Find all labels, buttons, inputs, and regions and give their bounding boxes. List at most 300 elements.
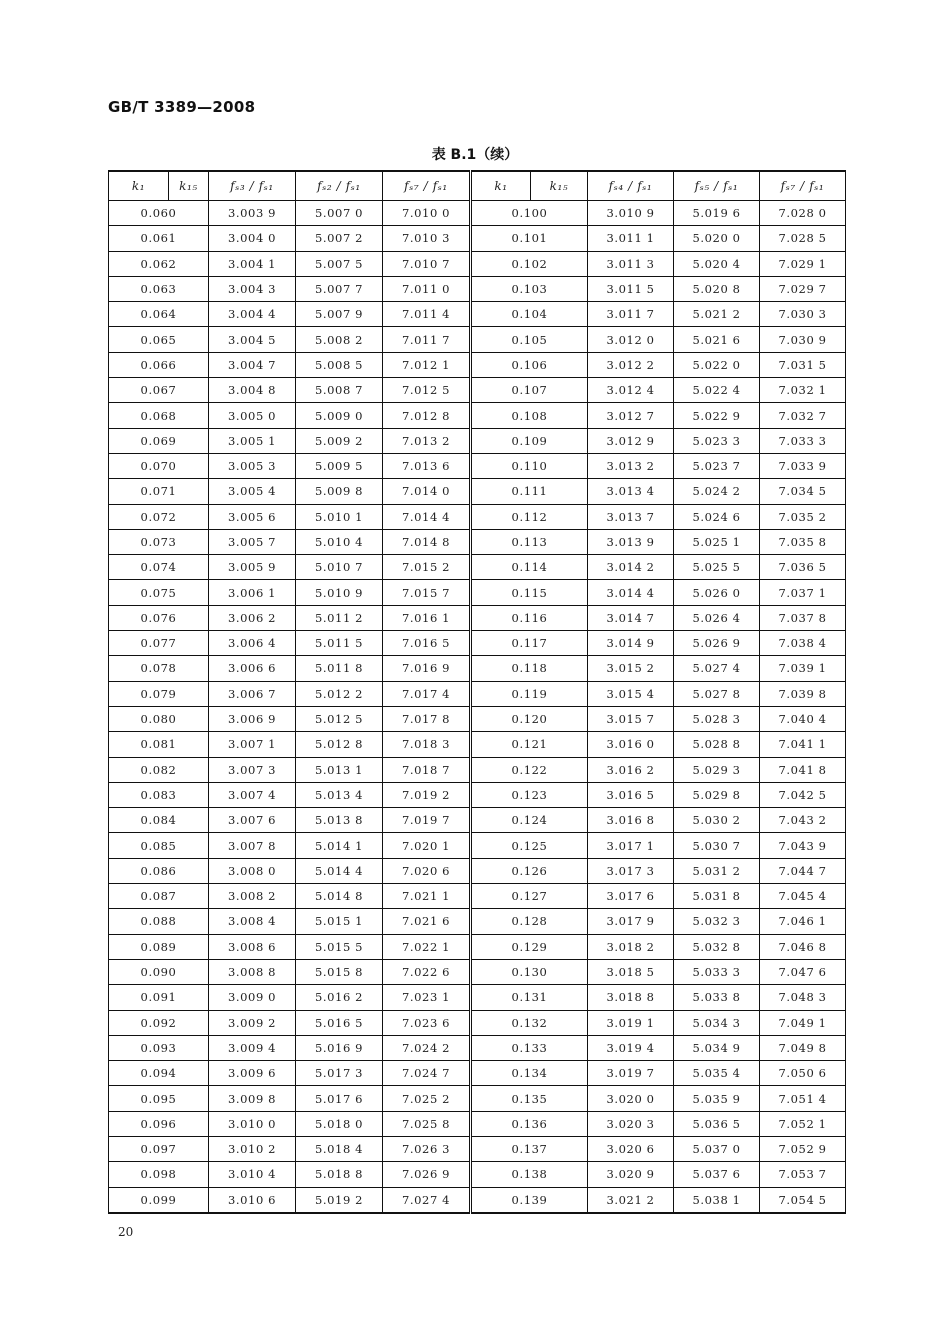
cell-fs7-fs1-left: 7.026 9	[383, 1162, 471, 1187]
cell-k-right: 0.129	[471, 934, 588, 959]
cell-k-right: 0.116	[471, 605, 588, 630]
cell-fs2-fs1: 5.018 0	[296, 1111, 383, 1136]
table-row	[109, 808, 846, 833]
cell-fs7-fs1-left: 7.021 6	[383, 909, 471, 934]
cell-k-left: 0.063	[109, 276, 209, 301]
cell-fs3-fs1: 3.009 0	[209, 985, 296, 1010]
table-row	[109, 757, 846, 782]
cell-fs4-fs1: 3.019 1	[588, 1010, 674, 1035]
cell-k-left: 0.071	[109, 479, 209, 504]
cell-k-right: 0.134	[471, 1061, 588, 1086]
cell-fs7-fs1-left: 7.013 2	[383, 428, 471, 453]
cell-fs3-fs1: 3.005 4	[209, 479, 296, 504]
cell-fs4-fs1: 3.012 2	[588, 352, 674, 377]
cell-fs2-fs1: 5.018 8	[296, 1162, 383, 1187]
cell-k-right: 0.107	[471, 378, 588, 403]
cell-fs4-fs1: 3.012 4	[588, 378, 674, 403]
cell-fs4-fs1: 3.014 7	[588, 605, 674, 630]
cell-k-left: 0.081	[109, 732, 209, 757]
table-row	[109, 934, 846, 959]
cell-fs4-fs1: 3.020 0	[588, 1086, 674, 1111]
cell-fs7-fs1-right: 7.034 5	[760, 479, 846, 504]
col-header-fs4-fs1: fₛ₄ / fₛ₁	[588, 171, 674, 201]
cell-fs7-fs1-right: 7.035 2	[760, 504, 846, 529]
cell-k-left: 0.085	[109, 833, 209, 858]
cell-fs5-fs1: 5.026 4	[674, 605, 760, 630]
cell-fs5-fs1: 5.037 0	[674, 1136, 760, 1161]
cell-k-right: 0.114	[471, 555, 588, 580]
col-header-fs7-fs1-left: fₛ₇ / fₛ₁	[383, 171, 471, 201]
cell-fs3-fs1: 3.006 7	[209, 681, 296, 706]
cell-fs4-fs1: 3.013 2	[588, 453, 674, 478]
cell-k-left: 0.078	[109, 656, 209, 681]
cell-fs7-fs1-right: 7.044 7	[760, 858, 846, 883]
cell-k-left: 0.086	[109, 858, 209, 883]
cell-fs2-fs1: 5.009 0	[296, 403, 383, 428]
cell-fs7-fs1-left: 7.022 6	[383, 959, 471, 984]
col-header-fs7-fs1-right: fₛ₇ / fₛ₁	[760, 171, 846, 201]
cell-k-right: 0.133	[471, 1035, 588, 1060]
cell-fs7-fs1-right: 7.033 9	[760, 453, 846, 478]
cell-k-right: 0.131	[471, 985, 588, 1010]
cell-k-right: 0.120	[471, 706, 588, 731]
cell-fs3-fs1: 3.009 8	[209, 1086, 296, 1111]
cell-fs4-fs1: 3.017 1	[588, 833, 674, 858]
cell-fs2-fs1: 5.015 8	[296, 959, 383, 984]
cell-fs7-fs1-right: 7.032 7	[760, 403, 846, 428]
cell-k-right: 0.100	[471, 201, 588, 226]
cell-fs4-fs1: 3.015 7	[588, 706, 674, 731]
cell-fs2-fs1: 5.015 1	[296, 909, 383, 934]
cell-fs7-fs1-left: 7.012 1	[383, 352, 471, 377]
cell-fs7-fs1-right: 7.033 3	[760, 428, 846, 453]
cell-fs7-fs1-left: 7.011 4	[383, 302, 471, 327]
cell-fs5-fs1: 5.032 3	[674, 909, 760, 934]
cell-fs5-fs1: 5.038 1	[674, 1187, 760, 1213]
cell-fs7-fs1-right: 7.031 5	[760, 352, 846, 377]
cell-fs5-fs1: 5.026 0	[674, 580, 760, 605]
table-row	[109, 656, 846, 681]
cell-fs5-fs1: 5.035 9	[674, 1086, 760, 1111]
cell-fs7-fs1-right: 7.046 1	[760, 909, 846, 934]
cell-k-left: 0.096	[109, 1111, 209, 1136]
cell-fs7-fs1-left: 7.014 0	[383, 479, 471, 504]
cell-fs7-fs1-left: 7.023 6	[383, 1010, 471, 1035]
cell-k-left: 0.089	[109, 934, 209, 959]
cell-fs7-fs1-left: 7.016 5	[383, 631, 471, 656]
cell-fs3-fs1: 3.004 3	[209, 276, 296, 301]
table-row	[109, 858, 846, 883]
cell-k-right: 0.130	[471, 959, 588, 984]
cell-k-right: 0.110	[471, 453, 588, 478]
cell-k-right: 0.122	[471, 757, 588, 782]
cell-fs7-fs1-left: 7.021 1	[383, 884, 471, 909]
cell-fs4-fs1: 3.014 2	[588, 555, 674, 580]
cell-fs4-fs1: 3.013 7	[588, 504, 674, 529]
cell-k-left: 0.074	[109, 555, 209, 580]
cell-k-right: 0.117	[471, 631, 588, 656]
table-row	[109, 1111, 846, 1136]
cell-k-right: 0.125	[471, 833, 588, 858]
cell-fs5-fs1: 5.034 9	[674, 1035, 760, 1060]
table-header-row	[109, 171, 846, 201]
cell-fs2-fs1: 5.016 2	[296, 985, 383, 1010]
cell-fs7-fs1-left: 7.016 1	[383, 605, 471, 630]
cell-k-left: 0.067	[109, 378, 209, 403]
cell-fs4-fs1: 3.019 4	[588, 1035, 674, 1060]
cell-fs7-fs1-left: 7.019 2	[383, 782, 471, 807]
cell-fs7-fs1-left: 7.012 8	[383, 403, 471, 428]
data-table	[108, 170, 846, 1214]
cell-fs4-fs1: 3.020 9	[588, 1162, 674, 1187]
cell-fs2-fs1: 5.010 7	[296, 555, 383, 580]
cell-k-right: 0.103	[471, 276, 588, 301]
cell-fs2-fs1: 5.016 9	[296, 1035, 383, 1060]
cell-k-right: 0.111	[471, 479, 588, 504]
cell-k-left: 0.079	[109, 681, 209, 706]
cell-fs4-fs1: 3.012 0	[588, 327, 674, 352]
cell-fs5-fs1: 5.036 5	[674, 1111, 760, 1136]
cell-fs5-fs1: 5.037 6	[674, 1162, 760, 1187]
cell-k-right: 0.136	[471, 1111, 588, 1136]
cell-fs4-fs1: 3.015 2	[588, 656, 674, 681]
cell-fs2-fs1: 5.010 1	[296, 504, 383, 529]
cell-fs7-fs1-right: 7.053 7	[760, 1162, 846, 1187]
cell-fs7-fs1-left: 7.013 6	[383, 453, 471, 478]
cell-fs7-fs1-right: 7.037 1	[760, 580, 846, 605]
cell-fs3-fs1: 3.006 9	[209, 706, 296, 731]
cell-k-left: 0.083	[109, 782, 209, 807]
cell-fs2-fs1: 5.009 8	[296, 479, 383, 504]
cell-fs5-fs1: 5.034 3	[674, 1010, 760, 1035]
cell-fs4-fs1: 3.016 0	[588, 732, 674, 757]
cell-k-left: 0.090	[109, 959, 209, 984]
cell-fs2-fs1: 5.014 1	[296, 833, 383, 858]
cell-fs3-fs1: 3.006 6	[209, 656, 296, 681]
cell-fs5-fs1: 5.027 8	[674, 681, 760, 706]
cell-fs7-fs1-right: 7.046 8	[760, 934, 846, 959]
cell-fs5-fs1: 5.030 2	[674, 808, 760, 833]
table-row	[109, 985, 846, 1010]
cell-fs7-fs1-right: 7.039 8	[760, 681, 846, 706]
cell-fs3-fs1: 3.009 2	[209, 1010, 296, 1035]
cell-fs3-fs1: 3.004 5	[209, 327, 296, 352]
table-row	[109, 378, 846, 403]
cell-fs2-fs1: 5.014 8	[296, 884, 383, 909]
cell-k-left: 0.075	[109, 580, 209, 605]
cell-k-left: 0.087	[109, 884, 209, 909]
cell-fs2-fs1: 5.011 2	[296, 605, 383, 630]
cell-k-left: 0.062	[109, 251, 209, 276]
cell-fs7-fs1-left: 7.026 3	[383, 1136, 471, 1161]
cell-fs2-fs1: 5.019 2	[296, 1187, 383, 1213]
cell-fs4-fs1: 3.016 2	[588, 757, 674, 782]
cell-fs2-fs1: 5.010 4	[296, 529, 383, 554]
cell-fs4-fs1: 3.020 3	[588, 1111, 674, 1136]
cell-fs3-fs1: 3.007 3	[209, 757, 296, 782]
cell-k-left: 0.099	[109, 1187, 209, 1213]
cell-fs7-fs1-right: 7.028 5	[760, 226, 846, 251]
cell-fs4-fs1: 3.018 8	[588, 985, 674, 1010]
cell-fs3-fs1: 3.004 1	[209, 251, 296, 276]
cell-fs2-fs1: 5.007 0	[296, 201, 383, 226]
table-row	[109, 302, 846, 327]
cell-fs7-fs1-right: 7.029 7	[760, 276, 846, 301]
col-header-k1-left: k₁	[109, 171, 169, 201]
cell-fs5-fs1: 5.024 6	[674, 504, 760, 529]
cell-fs7-fs1-right: 7.029 1	[760, 251, 846, 276]
cell-fs7-fs1-left: 7.019 7	[383, 808, 471, 833]
cell-fs3-fs1: 3.004 8	[209, 378, 296, 403]
cell-fs3-fs1: 3.006 4	[209, 631, 296, 656]
cell-fs7-fs1-right: 7.051 4	[760, 1086, 846, 1111]
cell-fs7-fs1-right: 7.052 1	[760, 1111, 846, 1136]
cell-fs7-fs1-left: 7.025 8	[383, 1111, 471, 1136]
table-row	[109, 605, 846, 630]
cell-k-left: 0.060	[109, 201, 209, 226]
cell-k-right: 0.137	[471, 1136, 588, 1161]
table-row	[109, 555, 846, 580]
table-body	[109, 201, 846, 1213]
cell-fs7-fs1-left: 7.014 4	[383, 504, 471, 529]
cell-k-right: 0.121	[471, 732, 588, 757]
cell-fs4-fs1: 3.017 9	[588, 909, 674, 934]
cell-fs4-fs1: 3.013 9	[588, 529, 674, 554]
cell-fs3-fs1: 3.009 4	[209, 1035, 296, 1060]
cell-fs3-fs1: 3.010 2	[209, 1136, 296, 1161]
cell-k-right: 0.106	[471, 352, 588, 377]
cell-fs7-fs1-left: 7.010 7	[383, 251, 471, 276]
cell-fs4-fs1: 3.018 5	[588, 959, 674, 984]
table-row	[109, 1010, 846, 1035]
cell-k-right: 0.139	[471, 1187, 588, 1213]
cell-fs7-fs1-left: 7.014 8	[383, 529, 471, 554]
cell-fs7-fs1-right: 7.043 2	[760, 808, 846, 833]
cell-fs5-fs1: 5.033 8	[674, 985, 760, 1010]
cell-k-right: 0.104	[471, 302, 588, 327]
cell-fs3-fs1: 3.008 8	[209, 959, 296, 984]
cell-fs5-fs1: 5.021 6	[674, 327, 760, 352]
cell-fs5-fs1: 5.023 7	[674, 453, 760, 478]
cell-fs3-fs1: 3.006 2	[209, 605, 296, 630]
cell-k-right: 0.115	[471, 580, 588, 605]
cell-k-left: 0.064	[109, 302, 209, 327]
cell-fs4-fs1: 3.017 6	[588, 884, 674, 909]
cell-fs7-fs1-right: 7.030 9	[760, 327, 846, 352]
cell-k-left: 0.070	[109, 453, 209, 478]
cell-k-left: 0.095	[109, 1086, 209, 1111]
cell-k-left: 0.082	[109, 757, 209, 782]
cell-fs7-fs1-left: 7.018 3	[383, 732, 471, 757]
table-row	[109, 782, 846, 807]
cell-fs7-fs1-right: 7.028 0	[760, 201, 846, 226]
cell-fs3-fs1: 3.005 3	[209, 453, 296, 478]
cell-k-left: 0.080	[109, 706, 209, 731]
cell-k-right: 0.123	[471, 782, 588, 807]
table-row	[109, 428, 846, 453]
cell-fs2-fs1: 5.012 2	[296, 681, 383, 706]
cell-fs4-fs1: 3.011 3	[588, 251, 674, 276]
cell-fs4-fs1: 3.013 4	[588, 479, 674, 504]
table-row	[109, 1086, 846, 1111]
cell-fs2-fs1: 5.018 4	[296, 1136, 383, 1161]
cell-fs2-fs1: 5.008 2	[296, 327, 383, 352]
cell-fs3-fs1: 3.004 4	[209, 302, 296, 327]
cell-fs3-fs1: 3.004 7	[209, 352, 296, 377]
cell-fs7-fs1-right: 7.050 6	[760, 1061, 846, 1086]
cell-fs4-fs1: 3.017 3	[588, 858, 674, 883]
cell-k-left: 0.088	[109, 909, 209, 934]
standard-code: GB/T 3389—2008	[108, 98, 256, 116]
table-row	[109, 959, 846, 984]
cell-fs3-fs1: 3.005 1	[209, 428, 296, 453]
cell-fs2-fs1: 5.009 5	[296, 453, 383, 478]
cell-k-right: 0.105	[471, 327, 588, 352]
cell-k-right: 0.109	[471, 428, 588, 453]
cell-fs5-fs1: 5.028 3	[674, 706, 760, 731]
table-row	[109, 251, 846, 276]
cell-fs4-fs1: 3.011 7	[588, 302, 674, 327]
page-number: 20	[118, 1225, 134, 1239]
col-header-fs3-fs1: fₛ₃ / fₛ₁	[209, 171, 296, 201]
cell-fs3-fs1: 3.008 4	[209, 909, 296, 934]
table-row	[109, 1061, 846, 1086]
cell-k-right: 0.135	[471, 1086, 588, 1111]
col-header-fs5-fs1: fₛ₅ / fₛ₁	[674, 171, 760, 201]
cell-fs5-fs1: 5.033 3	[674, 959, 760, 984]
cell-k-left: 0.072	[109, 504, 209, 529]
cell-fs5-fs1: 5.022 0	[674, 352, 760, 377]
cell-k-right: 0.127	[471, 884, 588, 909]
cell-fs2-fs1: 5.007 9	[296, 302, 383, 327]
cell-fs7-fs1-left: 7.011 0	[383, 276, 471, 301]
col-header-k15-right: k₁₅	[531, 171, 588, 201]
cell-fs7-fs1-left: 7.020 1	[383, 833, 471, 858]
cell-fs2-fs1: 5.012 5	[296, 706, 383, 731]
cell-fs2-fs1: 5.014 4	[296, 858, 383, 883]
cell-fs2-fs1: 5.016 5	[296, 1010, 383, 1035]
cell-fs7-fs1-left: 7.022 1	[383, 934, 471, 959]
col-header-k15-left: k₁₅	[169, 171, 209, 201]
cell-fs5-fs1: 5.025 1	[674, 529, 760, 554]
table-row	[109, 327, 846, 352]
cell-fs7-fs1-right: 7.052 9	[760, 1136, 846, 1161]
cell-fs3-fs1: 3.007 6	[209, 808, 296, 833]
cell-fs3-fs1: 3.005 7	[209, 529, 296, 554]
table-row	[109, 884, 846, 909]
cell-fs7-fs1-right: 7.037 8	[760, 605, 846, 630]
cell-fs7-fs1-right: 7.047 6	[760, 959, 846, 984]
cell-k-left: 0.091	[109, 985, 209, 1010]
cell-fs5-fs1: 5.031 8	[674, 884, 760, 909]
cell-k-left: 0.076	[109, 605, 209, 630]
cell-k-right: 0.126	[471, 858, 588, 883]
cell-fs7-fs1-left: 7.027 4	[383, 1187, 471, 1213]
cell-k-right: 0.119	[471, 681, 588, 706]
cell-fs7-fs1-right: 7.036 5	[760, 555, 846, 580]
cell-fs2-fs1: 5.007 5	[296, 251, 383, 276]
cell-k-left: 0.084	[109, 808, 209, 833]
cell-fs5-fs1: 5.026 9	[674, 631, 760, 656]
cell-fs4-fs1: 3.015 4	[588, 681, 674, 706]
cell-fs5-fs1: 5.022 9	[674, 403, 760, 428]
table-row	[109, 580, 846, 605]
cell-k-left: 0.077	[109, 631, 209, 656]
cell-fs5-fs1: 5.035 4	[674, 1061, 760, 1086]
cell-fs7-fs1-right: 7.042 5	[760, 782, 846, 807]
cell-k-right: 0.112	[471, 504, 588, 529]
cell-fs7-fs1-left: 7.015 2	[383, 555, 471, 580]
cell-fs4-fs1: 3.019 7	[588, 1061, 674, 1086]
cell-fs5-fs1: 5.029 3	[674, 757, 760, 782]
cell-fs2-fs1: 5.009 2	[296, 428, 383, 453]
cell-fs5-fs1: 5.029 8	[674, 782, 760, 807]
cell-fs7-fs1-left: 7.015 7	[383, 580, 471, 605]
cell-fs7-fs1-right: 7.041 8	[760, 757, 846, 782]
cell-fs7-fs1-left: 7.016 9	[383, 656, 471, 681]
table-row	[109, 504, 846, 529]
cell-fs5-fs1: 5.023 3	[674, 428, 760, 453]
table-caption: 表 B.1（续）	[431, 147, 519, 163]
cell-fs5-fs1: 5.019 6	[674, 201, 760, 226]
table-row	[109, 1162, 846, 1187]
cell-k-left: 0.098	[109, 1162, 209, 1187]
table-row	[109, 226, 846, 251]
cell-fs5-fs1: 5.020 0	[674, 226, 760, 251]
cell-fs2-fs1: 5.013 8	[296, 808, 383, 833]
table-row	[109, 453, 846, 478]
table-row	[109, 1136, 846, 1161]
cell-fs3-fs1: 3.008 2	[209, 884, 296, 909]
cell-fs2-fs1: 5.015 5	[296, 934, 383, 959]
table-row	[109, 631, 846, 656]
cell-fs2-fs1: 5.008 5	[296, 352, 383, 377]
cell-fs2-fs1: 5.010 9	[296, 580, 383, 605]
cell-fs5-fs1: 5.032 8	[674, 934, 760, 959]
cell-fs7-fs1-left: 7.020 6	[383, 858, 471, 883]
cell-fs5-fs1: 5.020 8	[674, 276, 760, 301]
cell-fs2-fs1: 5.012 8	[296, 732, 383, 757]
cell-k-left: 0.073	[109, 529, 209, 554]
col-header-k1-right: k₁	[471, 171, 531, 201]
cell-fs4-fs1: 3.012 7	[588, 403, 674, 428]
cell-fs5-fs1: 5.020 4	[674, 251, 760, 276]
cell-k-right: 0.101	[471, 226, 588, 251]
cell-fs5-fs1: 5.027 4	[674, 656, 760, 681]
cell-fs7-fs1-right: 7.038 4	[760, 631, 846, 656]
cell-fs3-fs1: 3.010 4	[209, 1162, 296, 1187]
table-row	[109, 706, 846, 731]
cell-fs4-fs1: 3.014 9	[588, 631, 674, 656]
cell-k-left: 0.066	[109, 352, 209, 377]
cell-fs7-fs1-left: 7.012 5	[383, 378, 471, 403]
cell-fs5-fs1: 5.031 2	[674, 858, 760, 883]
cell-fs3-fs1: 3.007 8	[209, 833, 296, 858]
cell-fs2-fs1: 5.007 2	[296, 226, 383, 251]
cell-fs5-fs1: 5.030 7	[674, 833, 760, 858]
cell-k-right: 0.124	[471, 808, 588, 833]
cell-fs3-fs1: 3.008 6	[209, 934, 296, 959]
table-row	[109, 479, 846, 504]
cell-fs7-fs1-left: 7.011 7	[383, 327, 471, 352]
cell-k-right: 0.132	[471, 1010, 588, 1035]
cell-fs5-fs1: 5.025 5	[674, 555, 760, 580]
cell-fs3-fs1: 3.006 1	[209, 580, 296, 605]
cell-fs4-fs1: 3.016 8	[588, 808, 674, 833]
cell-k-left: 0.093	[109, 1035, 209, 1060]
table-row	[109, 1035, 846, 1060]
cell-fs3-fs1: 3.010 0	[209, 1111, 296, 1136]
